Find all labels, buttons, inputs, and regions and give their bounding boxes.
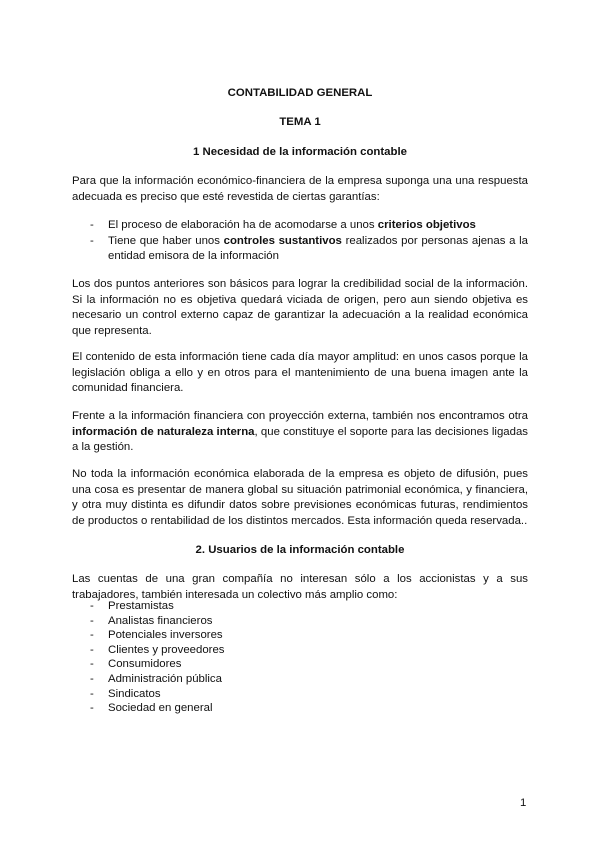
list-item: - Tiene que haber unos controles sustantivos realizados por personas ajenas a la entidad emisora de la información bbox=[90, 234, 528, 263]
list-item: - Clientes y proveedores bbox=[90, 643, 225, 656]
list-item: - Sociedad en general bbox=[90, 702, 213, 715]
paragraph-credibility: Los dos puntos anteriores son básicos para lograr la credibilidad social de la información. Si la información no es objetiva quedará viciada de origen, pero aun siendo objetiva es necesario un control externo capaz de garantizar la adecuación a la realidad económica que representa. bbox=[72, 278, 528, 337]
document-subtitle: TEMA 1 bbox=[279, 116, 321, 128]
list-item: - Administración pública bbox=[90, 672, 222, 685]
section-2-heading: 2. Usuarios de la información contable bbox=[195, 544, 405, 556]
list-item: - Consumidores bbox=[90, 658, 182, 671]
list-item: - Analistas financieros bbox=[90, 614, 213, 627]
list-item: - Sindicatos bbox=[90, 687, 161, 700]
list-item: - Potenciales inversores bbox=[90, 629, 223, 642]
section-2-intro: Las cuentas de una gran compañía no interesan sólo a los accionistas y a sus trabajadores, también interesada un colectivo más amplio como: bbox=[72, 573, 528, 601]
paragraph-content: El contenido de esta información tiene cada día mayor amplitud: en unos casos porque la legislación obliga a ello y en otros para el mantenimiento de una buena imagen ante la comunidad financiera. bbox=[72, 351, 528, 395]
section-1-intro: Para que la información económico-financiera de la empresa suponga una una respuesta adecuada es preciso que esté revestida de ciertas garantías: bbox=[72, 175, 528, 203]
criteria-list bbox=[90, 218, 528, 265]
paragraph-internal-info: Frente a la información financiera con proyección externa, también nos encontramos otra información de naturaleza interna, que constituye el soporte para las decisiones ligadas a la gestión. bbox=[72, 410, 528, 454]
list-item: - El proceso de elaboración ha de acomodarse a unos criterios objetivos bbox=[90, 219, 476, 231]
paragraph-diffusion: No toda la información económica elaborada de la empresa es objeto de difusión, pues una cosa es presentar de manera global su situación patrimonial económica, y financiera, y otra muy distinta es difundir datos sobre previsiones económicas futuras, rendimientos de productos o rentabilidad de los distintos mercados. Esta información queda reservada.. bbox=[72, 468, 528, 527]
document-title: CONTABILIDAD GENERAL bbox=[227, 87, 373, 99]
list-item: - Prestamistas bbox=[90, 600, 174, 612]
users-list bbox=[90, 599, 528, 716]
section-1-heading: 1 Necesidad de la información contable bbox=[193, 146, 407, 158]
page-number: 1 bbox=[520, 797, 527, 809]
